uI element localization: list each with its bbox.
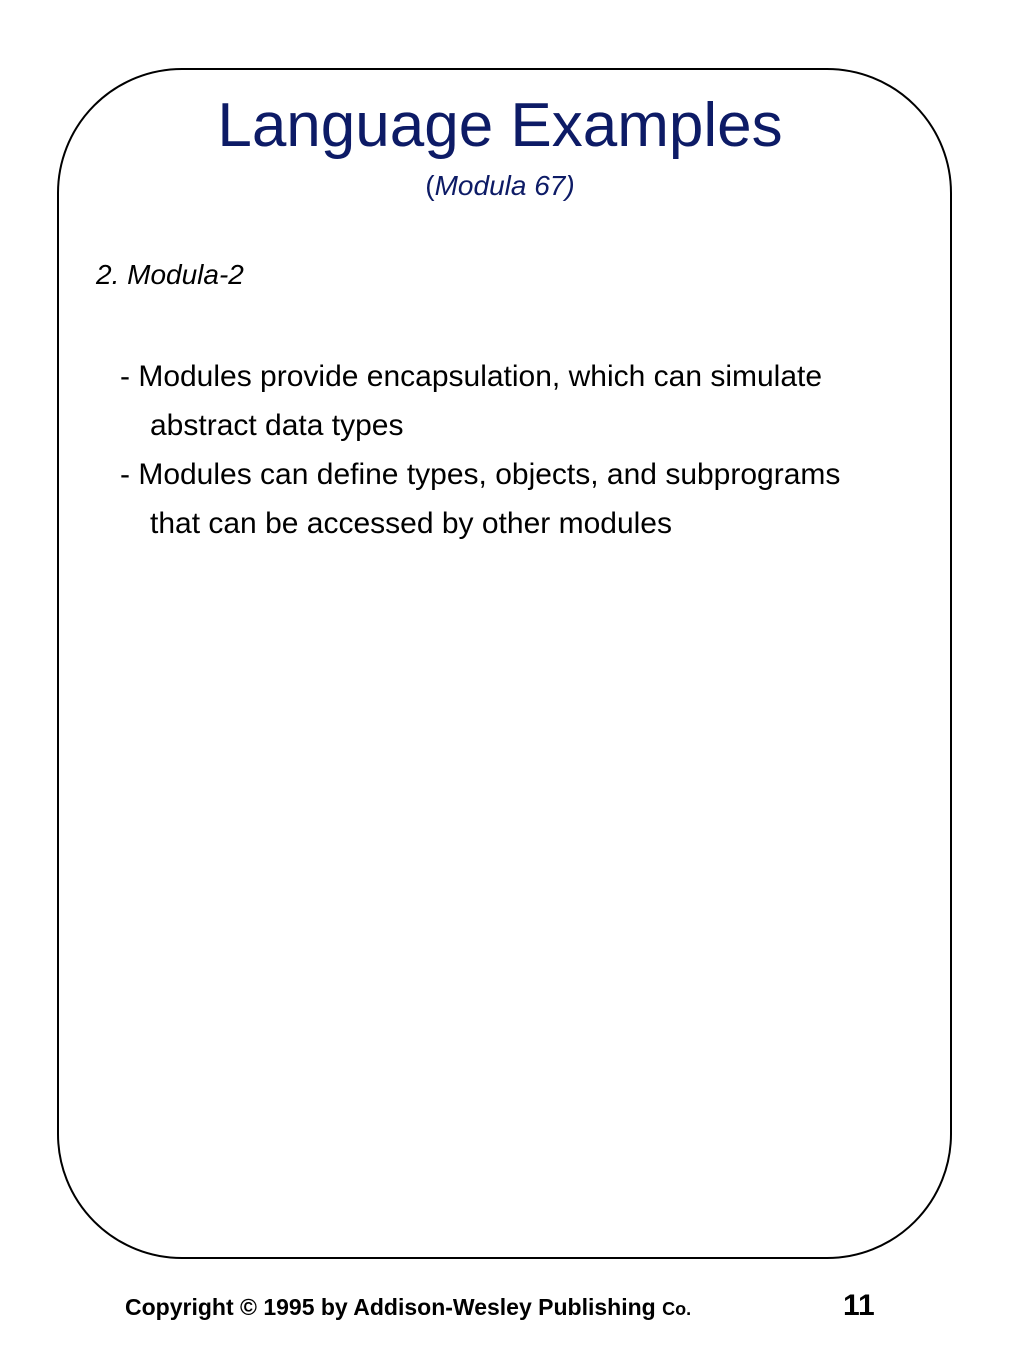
subtitle-text: Modula 67) [434,170,575,201]
slide-frame [57,68,952,1259]
bullet-item: - Modules provide encapsulation, which can simulate abstract data types [120,360,823,442]
footer-copyright [125,1292,691,1324]
section-heading: 2. Modula-2 [96,259,244,290]
subtitle-open-paren: ( [425,170,435,201]
slide-subtitle [0,168,1000,204]
page-number: 11 [843,1289,875,1322]
slide-title: Language Examples [217,91,783,160]
copyright-text: Copyright © 1995 by Addison-Wesley Publishing [125,1294,656,1320]
copyright-suffix: Co. [662,1299,692,1319]
bullet-item: - Modules can define types, objects, and subprograms that can be accessed by other modules [120,458,841,540]
bullet-list [120,352,880,548]
